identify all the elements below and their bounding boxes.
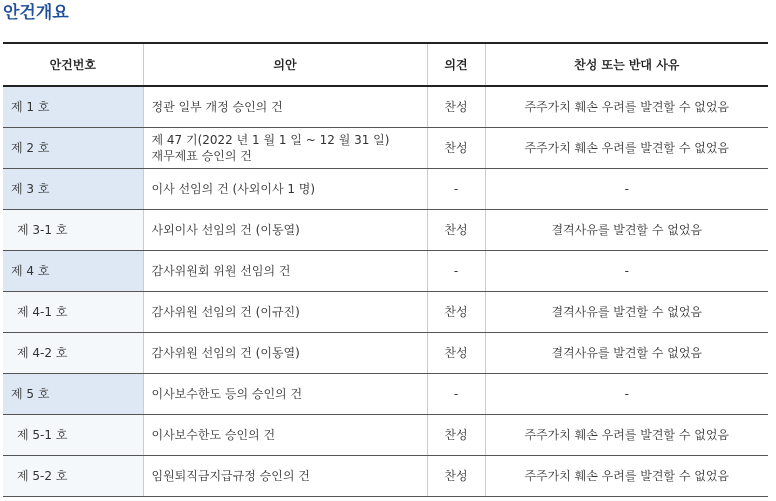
table-row (3, 210, 768, 251)
agenda-number-cell: 제 5-1 호 (3, 415, 143, 456)
agenda-item-line-1: 제 47 기(2022 년 1 월 1 일 ~ 12 월 31 일) (151, 133, 390, 147)
agenda-number-cell: 제 4-1 호 (3, 292, 143, 333)
table-header-row (3, 43, 768, 86)
header-agenda-number: 안건번호 (3, 43, 143, 86)
opinion-cell: 찬성 (427, 210, 485, 251)
header-opinion: 의견 (427, 43, 485, 86)
opinion-cell: 찬성 (427, 292, 485, 333)
agenda-item-cell: 이사 선임의 건 (사외이사 1 명) (143, 169, 427, 210)
table-row (3, 251, 768, 292)
table-row (3, 292, 768, 333)
agenda-number-cell: 제 3-1 호 (3, 210, 143, 251)
agenda-number-cell: 제 1 호 (3, 86, 143, 128)
table-row (3, 86, 768, 128)
table-row (3, 169, 768, 210)
agenda-item-cell: 감사위원 선임의 건 (이규진) (143, 292, 427, 333)
opinion-cell: - (427, 251, 485, 292)
opinion-cell: - (427, 169, 485, 210)
reason-cell: - (485, 251, 768, 292)
reason-cell: 주주가치 훼손 우려를 발견할 수 없었음 (485, 456, 768, 497)
table-row (3, 456, 768, 497)
reason-cell: 주주가치 훼손 우려를 발견할 수 없었음 (485, 128, 768, 169)
table-row (3, 374, 768, 415)
reason-cell: - (485, 169, 768, 210)
agenda-item-cell: 정관 일부 개정 승인의 건 (143, 86, 427, 128)
header-reason: 찬성 또는 반대 사유 (485, 43, 768, 86)
agenda-number-cell: 제 2 호 (3, 128, 143, 169)
agenda-number-cell: 제 5 호 (3, 374, 143, 415)
table-row (3, 128, 768, 169)
agenda-number-cell: 제 5-2 호 (3, 456, 143, 497)
table-row (3, 415, 768, 456)
agenda-item-cell: 임원퇴직금지급규정 승인의 건 (143, 456, 427, 497)
opinion-cell: 찬성 (427, 333, 485, 374)
header-agenda-item: 의안 (143, 43, 427, 86)
agenda-table (3, 42, 768, 497)
agenda-number-cell: 제 4-2 호 (3, 333, 143, 374)
agenda-number-cell: 제 4 호 (3, 251, 143, 292)
opinion-cell: 찬성 (427, 86, 485, 128)
opinion-cell: - (427, 374, 485, 415)
reason-cell: 주주가치 훼손 우려를 발견할 수 없었음 (485, 86, 768, 128)
opinion-cell: 찬성 (427, 128, 485, 169)
agenda-item-cell: 사외이사 선임의 건 (이동열) (143, 210, 427, 251)
agenda-number-cell: 제 3 호 (3, 169, 143, 210)
reason-cell: 결격사유를 발견할 수 없었음 (485, 292, 768, 333)
opinion-cell: 찬성 (427, 456, 485, 497)
agenda-item-cell: 이사보수한도 등의 승인의 건 (143, 374, 427, 415)
reason-cell: 주주가치 훼손 우려를 발견할 수 없었음 (485, 415, 768, 456)
table-row (3, 333, 768, 374)
reason-cell: - (485, 374, 768, 415)
section-title: 안건개요 (3, 3, 69, 23)
agenda-item-cell (143, 128, 427, 169)
reason-cell: 결격사유를 발견할 수 없었음 (485, 333, 768, 374)
opinion-cell: 찬성 (427, 415, 485, 456)
agenda-item-cell: 감사위원 선임의 건 (이동열) (143, 333, 427, 374)
agenda-item-cell: 감사위원회 위원 선임의 건 (143, 251, 427, 292)
agenda-item-cell: 이사보수한도 승인의 건 (143, 415, 427, 456)
agenda-item-line-2: 재무제표 승인의 건 (151, 149, 252, 163)
reason-cell: 결격사유를 발견할 수 없었음 (485, 210, 768, 251)
